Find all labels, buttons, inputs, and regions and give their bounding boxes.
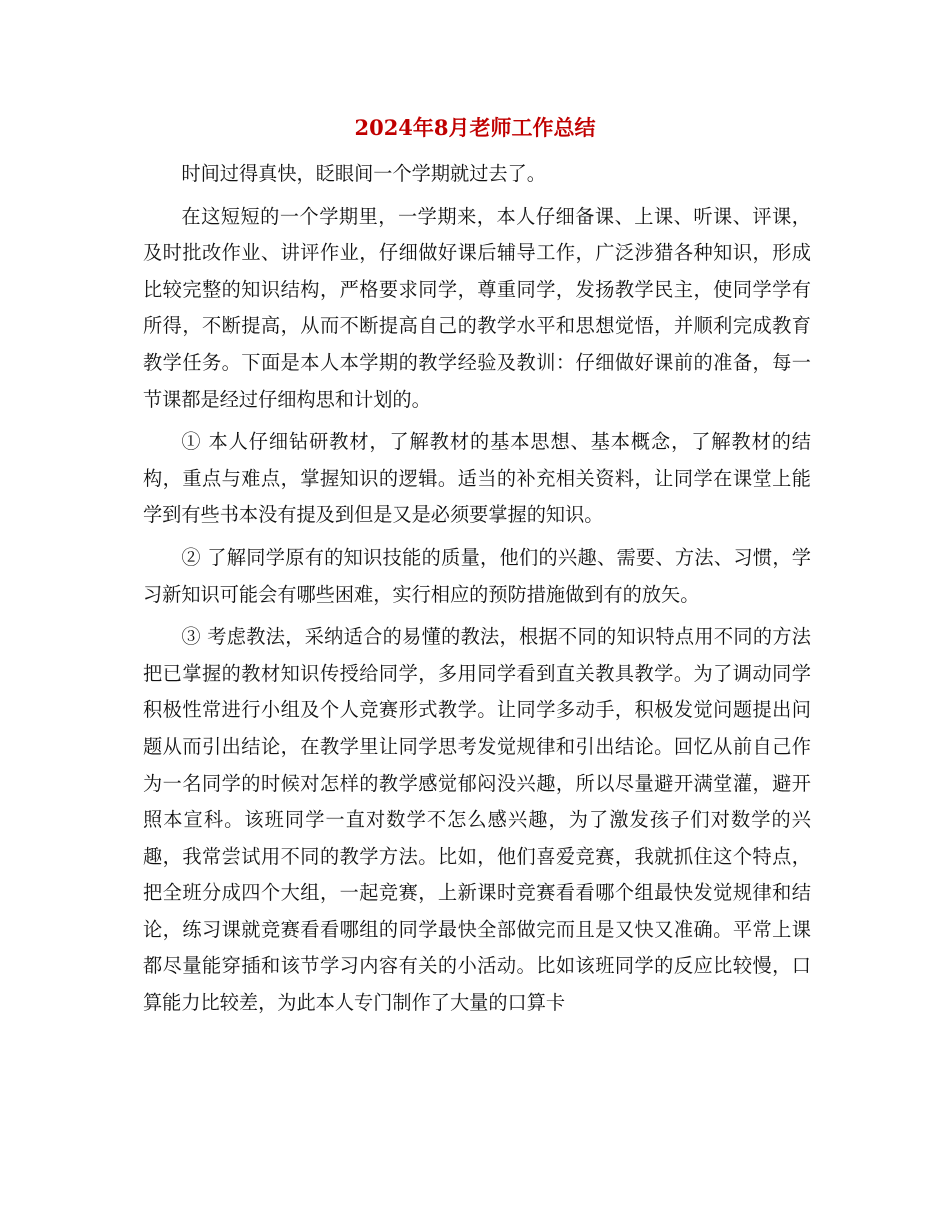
paragraph-point-2: ② 了解同学原有的知识技能的质量，他们的兴趣、需要、方法、习惯，学习新知识可能会有哪些困难，实行相应的预防措施做到有的放矢。 xyxy=(143,545,811,606)
paragraph-intro: 时间过得真快，眨眼间一个学期就过去了。 xyxy=(181,162,546,185)
document-body xyxy=(143,156,811,1022)
paragraph-point-3: ③ 考虑教法，采纳适合的易懂的教法，根据不同的知识特点用不同的方法把已掌握的教材知识传授给同学，多用同学看到直关教具教学。为了调动同学积极性常进行小组及个人竞赛形式教学。让同学多动手，积极发觉问题提出问题从而引出结论，在教学里让同学思考发觉规律和引出结论。回忆从前自己作为一名同学的时候对怎样的教学感觉郁闷没兴趣，所以尽量避开满堂灌，避开照本宣科。该班同学一直对数学不怎么感兴趣，为了激发孩子们对数学的兴趣，我常尝试用不同的教学方法。比如，他们喜爱竞赛，我就抓住这个特点，把全班分成四个大组，一起竞赛，上新课时竞赛看看哪个组最快发觉规律和结论，练习课就竞赛看看哪组的同学最快全部做完而且是又快又准确。平常上课都尽量能穿插和该节学习内容有关的小活动。比如该班同学的反应比较慢，口算能力比较差，为此本人专门制作了大量的口算卡 xyxy=(143,625,811,1015)
paragraph-semester-summary: 在这短短的一个学期里，一学期来，本人仔细备课、上课、听课、评课，及时批改作业、讲评作业，仔细做好课后辅导工作，广泛涉猎各种知识，形成比较完整的知识结构，严格要求同学，尊重同学，发扬教学民主，使同学学有所得，不断提高，从而不断提高自己的教学水平和思想觉悟，并顺利完成教育教学任务。下面是本人本学期的教学经验及教训：仔细做好课前的准备，每一节课都是经过仔细构思和计划的。 xyxy=(143,204,811,411)
document-title: 2024年8月老师工作总结 xyxy=(354,115,596,140)
paragraph-point-1: ① 本人仔细钻研教材，了解教材的基本思想、基本概念，了解教材的结构，重点与难点，掌握知识的逻辑。适当的补充相关资料，让同学在课堂上能学到有些书本没有提及到但是又是必须要掌握的知识。 xyxy=(143,430,811,527)
